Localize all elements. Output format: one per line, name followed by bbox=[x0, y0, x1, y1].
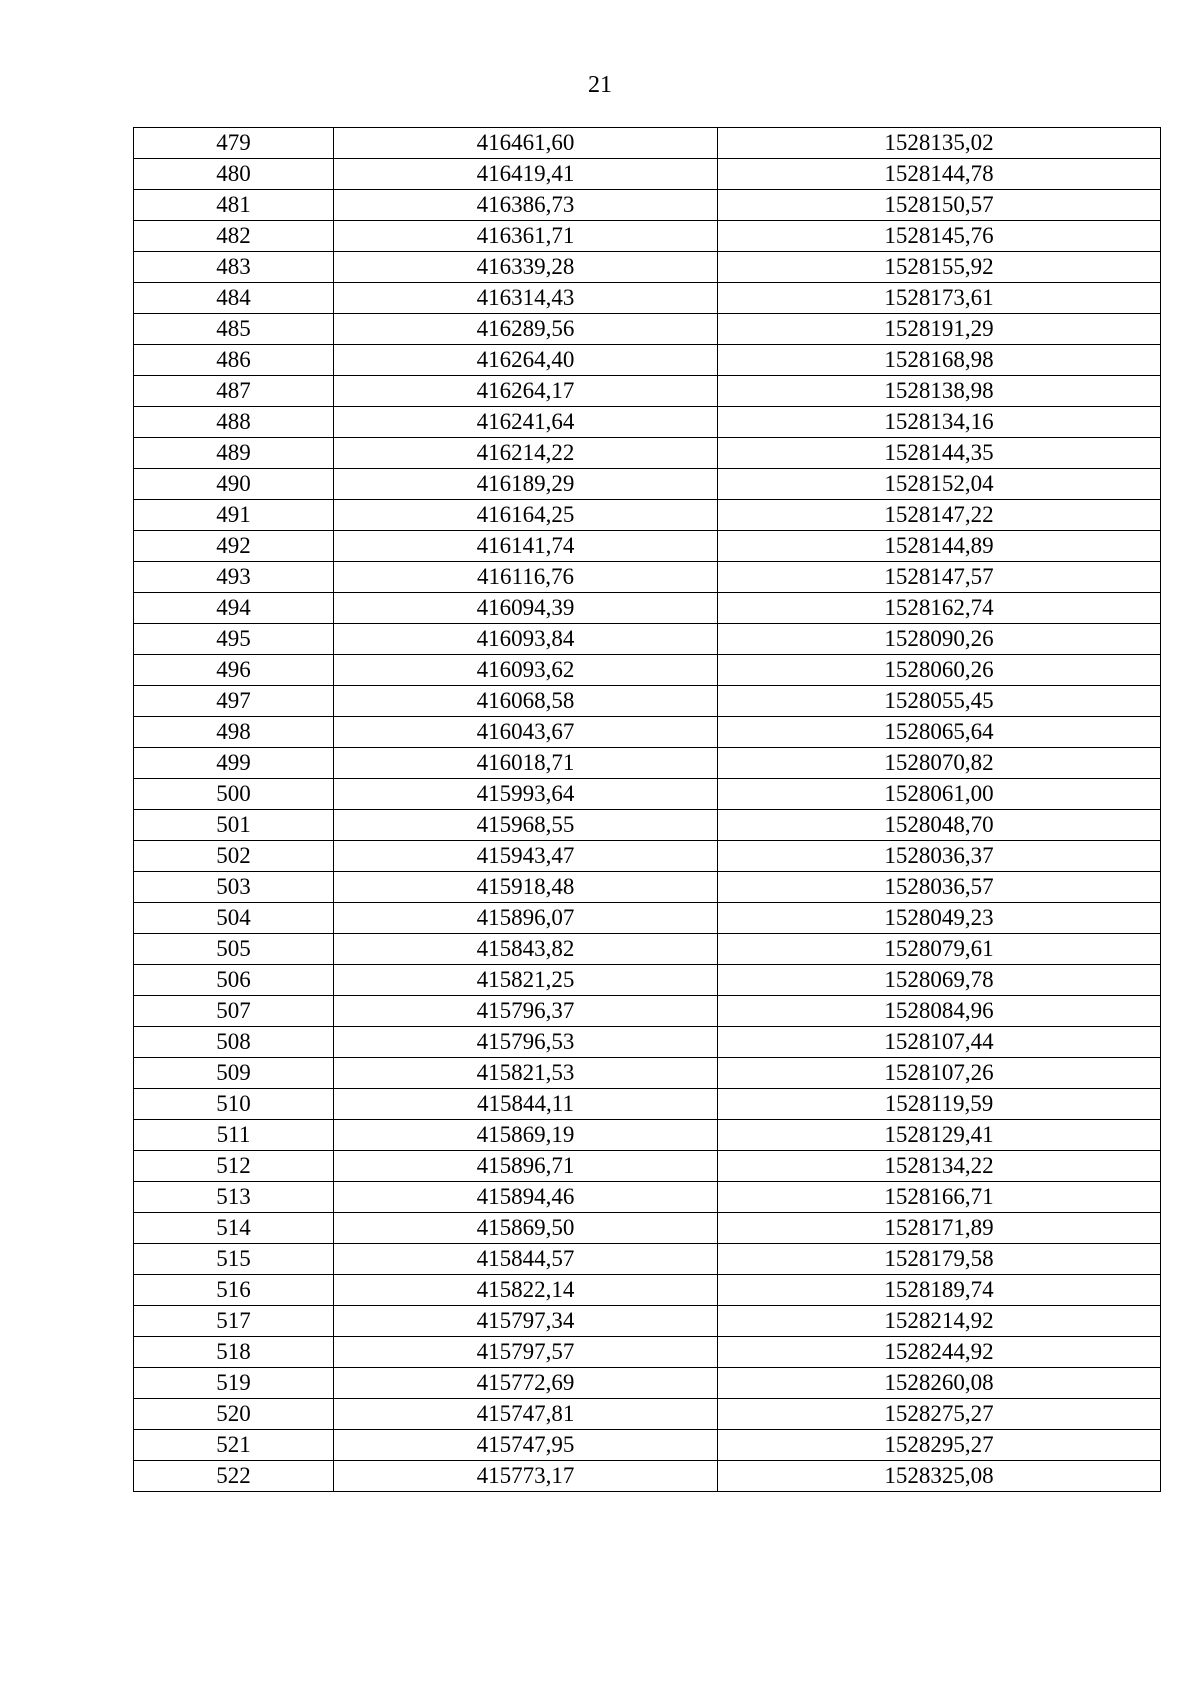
x-coordinate-cell: 415772,69 bbox=[334, 1368, 718, 1399]
point-number-cell: 492 bbox=[134, 531, 334, 562]
x-coordinate-cell: 415821,53 bbox=[334, 1058, 718, 1089]
point-number-cell: 506 bbox=[134, 965, 334, 996]
y-coordinate-cell: 1528162,74 bbox=[718, 593, 1161, 624]
y-coordinate-cell: 1528275,27 bbox=[718, 1399, 1161, 1430]
table-row bbox=[134, 996, 1161, 1027]
table-row bbox=[134, 1151, 1161, 1182]
x-coordinate-cell: 415822,14 bbox=[334, 1275, 718, 1306]
x-coordinate-cell: 416289,56 bbox=[334, 314, 718, 345]
table-row bbox=[134, 686, 1161, 717]
y-coordinate-cell: 1528144,78 bbox=[718, 159, 1161, 190]
table-row bbox=[134, 965, 1161, 996]
x-coordinate-cell: 416189,29 bbox=[334, 469, 718, 500]
point-number-cell: 495 bbox=[134, 624, 334, 655]
table-row bbox=[134, 810, 1161, 841]
x-coordinate-cell: 415918,48 bbox=[334, 872, 718, 903]
x-coordinate-cell: 416164,25 bbox=[334, 500, 718, 531]
x-coordinate-cell: 416264,17 bbox=[334, 376, 718, 407]
y-coordinate-cell: 1528214,92 bbox=[718, 1306, 1161, 1337]
x-coordinate-cell: 415844,11 bbox=[334, 1089, 718, 1120]
point-number-cell: 503 bbox=[134, 872, 334, 903]
table-row bbox=[134, 624, 1161, 655]
y-coordinate-cell: 1528049,23 bbox=[718, 903, 1161, 934]
y-coordinate-cell: 1528079,61 bbox=[718, 934, 1161, 965]
y-coordinate-cell: 1528048,70 bbox=[718, 810, 1161, 841]
x-coordinate-cell: 415797,34 bbox=[334, 1306, 718, 1337]
point-number-cell: 509 bbox=[134, 1058, 334, 1089]
y-coordinate-cell: 1528129,41 bbox=[718, 1120, 1161, 1151]
point-number-cell: 510 bbox=[134, 1089, 334, 1120]
x-coordinate-cell: 416043,67 bbox=[334, 717, 718, 748]
point-number-cell: 493 bbox=[134, 562, 334, 593]
point-number-cell: 520 bbox=[134, 1399, 334, 1430]
x-coordinate-cell: 416241,64 bbox=[334, 407, 718, 438]
table-row bbox=[134, 779, 1161, 810]
table-row bbox=[134, 1306, 1161, 1337]
point-number-cell: 481 bbox=[134, 190, 334, 221]
y-coordinate-cell: 1528155,92 bbox=[718, 252, 1161, 283]
x-coordinate-cell: 415869,50 bbox=[334, 1213, 718, 1244]
table-row bbox=[134, 1430, 1161, 1461]
y-coordinate-cell: 1528070,82 bbox=[718, 748, 1161, 779]
point-number-cell: 482 bbox=[134, 221, 334, 252]
x-coordinate-cell: 416386,73 bbox=[334, 190, 718, 221]
point-number-cell: 497 bbox=[134, 686, 334, 717]
y-coordinate-cell: 1528055,45 bbox=[718, 686, 1161, 717]
x-coordinate-cell: 415896,71 bbox=[334, 1151, 718, 1182]
y-coordinate-cell: 1528147,22 bbox=[718, 500, 1161, 531]
y-coordinate-cell: 1528090,26 bbox=[718, 624, 1161, 655]
table-row bbox=[134, 562, 1161, 593]
point-number-cell: 480 bbox=[134, 159, 334, 190]
y-coordinate-cell: 1528036,37 bbox=[718, 841, 1161, 872]
table-row bbox=[134, 748, 1161, 779]
coordinates-table-body bbox=[134, 128, 1161, 1492]
point-number-cell: 499 bbox=[134, 748, 334, 779]
table-row bbox=[134, 872, 1161, 903]
point-number-cell: 479 bbox=[134, 128, 334, 159]
table-row bbox=[134, 345, 1161, 376]
y-coordinate-cell: 1528168,98 bbox=[718, 345, 1161, 376]
table-row bbox=[134, 1368, 1161, 1399]
x-coordinate-cell: 416461,60 bbox=[334, 128, 718, 159]
y-coordinate-cell: 1528119,59 bbox=[718, 1089, 1161, 1120]
point-number-cell: 500 bbox=[134, 779, 334, 810]
y-coordinate-cell: 1528295,27 bbox=[718, 1430, 1161, 1461]
point-number-cell: 489 bbox=[134, 438, 334, 469]
point-number-cell: 521 bbox=[134, 1430, 334, 1461]
point-number-cell: 512 bbox=[134, 1151, 334, 1182]
y-coordinate-cell: 1528065,64 bbox=[718, 717, 1161, 748]
x-coordinate-cell: 415797,57 bbox=[334, 1337, 718, 1368]
x-coordinate-cell: 415844,57 bbox=[334, 1244, 718, 1275]
y-coordinate-cell: 1528069,78 bbox=[718, 965, 1161, 996]
point-number-cell: 490 bbox=[134, 469, 334, 500]
y-coordinate-cell: 1528173,61 bbox=[718, 283, 1161, 314]
y-coordinate-cell: 1528244,92 bbox=[718, 1337, 1161, 1368]
table-row bbox=[134, 314, 1161, 345]
point-number-cell: 515 bbox=[134, 1244, 334, 1275]
y-coordinate-cell: 1528325,08 bbox=[718, 1461, 1161, 1492]
table-row bbox=[134, 376, 1161, 407]
table-row bbox=[134, 903, 1161, 934]
x-coordinate-cell: 416141,74 bbox=[334, 531, 718, 562]
x-coordinate-cell: 415896,07 bbox=[334, 903, 718, 934]
table-row bbox=[134, 1337, 1161, 1368]
x-coordinate-cell: 415821,25 bbox=[334, 965, 718, 996]
x-coordinate-cell: 416419,41 bbox=[334, 159, 718, 190]
table-row bbox=[134, 531, 1161, 562]
point-number-cell: 501 bbox=[134, 810, 334, 841]
y-coordinate-cell: 1528179,58 bbox=[718, 1244, 1161, 1275]
point-number-cell: 491 bbox=[134, 500, 334, 531]
x-coordinate-cell: 416339,28 bbox=[334, 252, 718, 283]
table-row bbox=[134, 1213, 1161, 1244]
point-number-cell: 494 bbox=[134, 593, 334, 624]
table-row bbox=[134, 438, 1161, 469]
y-coordinate-cell: 1528138,98 bbox=[718, 376, 1161, 407]
point-number-cell: 516 bbox=[134, 1275, 334, 1306]
x-coordinate-cell: 415773,17 bbox=[334, 1461, 718, 1492]
point-number-cell: 505 bbox=[134, 934, 334, 965]
table-row bbox=[134, 500, 1161, 531]
point-number-cell: 484 bbox=[134, 283, 334, 314]
table-row bbox=[134, 1244, 1161, 1275]
x-coordinate-cell: 416264,40 bbox=[334, 345, 718, 376]
y-coordinate-cell: 1528152,04 bbox=[718, 469, 1161, 500]
x-coordinate-cell: 415796,53 bbox=[334, 1027, 718, 1058]
point-number-cell: 504 bbox=[134, 903, 334, 934]
table-row bbox=[134, 190, 1161, 221]
x-coordinate-cell: 415869,19 bbox=[334, 1120, 718, 1151]
table-row bbox=[134, 841, 1161, 872]
x-coordinate-cell: 416214,22 bbox=[334, 438, 718, 469]
table-row bbox=[134, 283, 1161, 314]
y-coordinate-cell: 1528060,26 bbox=[718, 655, 1161, 686]
x-coordinate-cell: 415747,95 bbox=[334, 1430, 718, 1461]
point-number-cell: 486 bbox=[134, 345, 334, 376]
y-coordinate-cell: 1528144,89 bbox=[718, 531, 1161, 562]
page-number: 21 bbox=[588, 72, 612, 98]
point-number-cell: 496 bbox=[134, 655, 334, 686]
table-row bbox=[134, 1275, 1161, 1306]
y-coordinate-cell: 1528134,22 bbox=[718, 1151, 1161, 1182]
x-coordinate-cell: 416361,71 bbox=[334, 221, 718, 252]
x-coordinate-cell: 416116,76 bbox=[334, 562, 718, 593]
point-number-cell: 502 bbox=[134, 841, 334, 872]
coordinates-table bbox=[133, 127, 1161, 1492]
y-coordinate-cell: 1528061,00 bbox=[718, 779, 1161, 810]
table-row bbox=[134, 252, 1161, 283]
table-row bbox=[134, 717, 1161, 748]
point-number-cell: 511 bbox=[134, 1120, 334, 1151]
y-coordinate-cell: 1528260,08 bbox=[718, 1368, 1161, 1399]
y-coordinate-cell: 1528166,71 bbox=[718, 1182, 1161, 1213]
point-number-cell: 498 bbox=[134, 717, 334, 748]
point-number-cell: 519 bbox=[134, 1368, 334, 1399]
y-coordinate-cell: 1528107,26 bbox=[718, 1058, 1161, 1089]
y-coordinate-cell: 1528189,74 bbox=[718, 1275, 1161, 1306]
table-row bbox=[134, 1027, 1161, 1058]
x-coordinate-cell: 416093,84 bbox=[334, 624, 718, 655]
point-number-cell: 507 bbox=[134, 996, 334, 1027]
y-coordinate-cell: 1528150,57 bbox=[718, 190, 1161, 221]
table-row bbox=[134, 159, 1161, 190]
table-row bbox=[134, 655, 1161, 686]
point-number-cell: 513 bbox=[134, 1182, 334, 1213]
point-number-cell: 514 bbox=[134, 1213, 334, 1244]
point-number-cell: 518 bbox=[134, 1337, 334, 1368]
x-coordinate-cell: 415993,64 bbox=[334, 779, 718, 810]
y-coordinate-cell: 1528135,02 bbox=[718, 128, 1161, 159]
x-coordinate-cell: 416068,58 bbox=[334, 686, 718, 717]
y-coordinate-cell: 1528145,76 bbox=[718, 221, 1161, 252]
point-number-cell: 483 bbox=[134, 252, 334, 283]
x-coordinate-cell: 416018,71 bbox=[334, 748, 718, 779]
table-row bbox=[134, 1089, 1161, 1120]
x-coordinate-cell: 415796,37 bbox=[334, 996, 718, 1027]
table-row bbox=[134, 469, 1161, 500]
point-number-cell: 488 bbox=[134, 407, 334, 438]
table-row bbox=[134, 1399, 1161, 1430]
y-coordinate-cell: 1528144,35 bbox=[718, 438, 1161, 469]
y-coordinate-cell: 1528107,44 bbox=[718, 1027, 1161, 1058]
x-coordinate-cell: 415894,46 bbox=[334, 1182, 718, 1213]
table-row bbox=[134, 934, 1161, 965]
x-coordinate-cell: 415843,82 bbox=[334, 934, 718, 965]
table-row bbox=[134, 128, 1161, 159]
x-coordinate-cell: 415968,55 bbox=[334, 810, 718, 841]
x-coordinate-cell: 415747,81 bbox=[334, 1399, 718, 1430]
y-coordinate-cell: 1528036,57 bbox=[718, 872, 1161, 903]
table-row bbox=[134, 1461, 1161, 1492]
table-row bbox=[134, 593, 1161, 624]
point-number-cell: 522 bbox=[134, 1461, 334, 1492]
x-coordinate-cell: 416093,62 bbox=[334, 655, 718, 686]
table-row bbox=[134, 1058, 1161, 1089]
x-coordinate-cell: 416314,43 bbox=[334, 283, 718, 314]
y-coordinate-cell: 1528191,29 bbox=[718, 314, 1161, 345]
table-row bbox=[134, 407, 1161, 438]
y-coordinate-cell: 1528084,96 bbox=[718, 996, 1161, 1027]
y-coordinate-cell: 1528147,57 bbox=[718, 562, 1161, 593]
point-number-cell: 487 bbox=[134, 376, 334, 407]
table-row bbox=[134, 1182, 1161, 1213]
point-number-cell: 485 bbox=[134, 314, 334, 345]
table-row bbox=[134, 221, 1161, 252]
table-row bbox=[134, 1120, 1161, 1151]
x-coordinate-cell: 416094,39 bbox=[334, 593, 718, 624]
y-coordinate-cell: 1528171,89 bbox=[718, 1213, 1161, 1244]
x-coordinate-cell: 415943,47 bbox=[334, 841, 718, 872]
point-number-cell: 508 bbox=[134, 1027, 334, 1058]
point-number-cell: 517 bbox=[134, 1306, 334, 1337]
y-coordinate-cell: 1528134,16 bbox=[718, 407, 1161, 438]
